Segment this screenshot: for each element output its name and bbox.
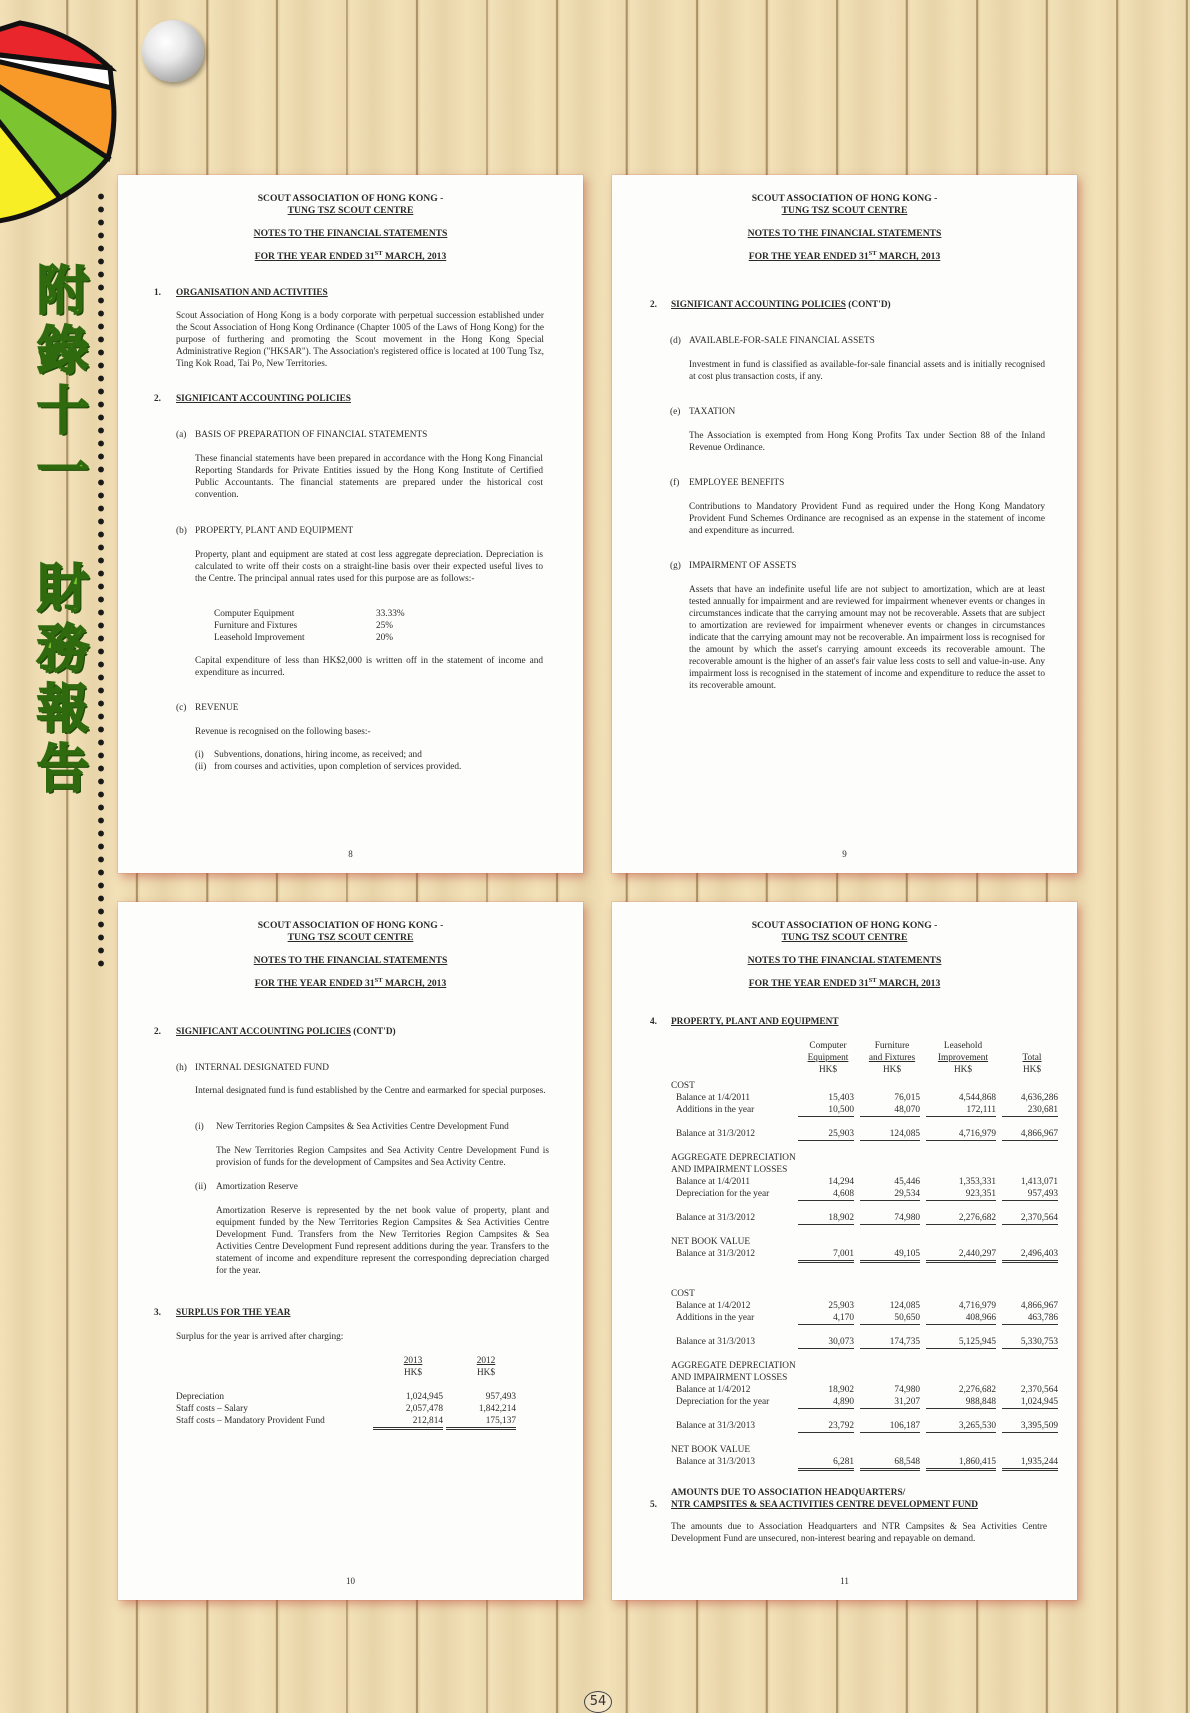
- section-title-line2: NTR CAMPSITES & SEA ACTIVITIES CENTRE DEVELOPMENT FUND: [671, 1500, 978, 1510]
- table-cell: 4,866,967: [1020, 1301, 1058, 1311]
- title-char: 財: [36, 560, 89, 620]
- page-number: 9: [842, 849, 847, 859]
- sub-title: EMPLOYEE BENEFITS: [689, 478, 785, 488]
- table-cell: 1,842,214: [478, 1404, 516, 1414]
- table-cell: 4,716,979: [958, 1301, 996, 1311]
- list-title: New Territories Region Campsites & Sea Activities Centre Development Fund: [216, 1122, 509, 1132]
- title-char: 十: [36, 382, 89, 442]
- page-number-badge: 54: [584, 1691, 612, 1713]
- list-text: The New Territories Region Campsites and Sea Activity Centre Development Fund is provision of funds for the development of Campsites and Sea Activity Centre.: [216, 1146, 549, 1168]
- section-heading: SIGNIFICANT ACCOUNTING POLICIES (CONT'D): [176, 1027, 396, 1037]
- sub-text: Internal designated fund is fund established by the Centre and earmarked for special purposes.: [195, 1086, 546, 1096]
- table-cell: 124,085: [889, 1301, 920, 1311]
- sub-text: Capital expenditure of less than HK$2,000 is written off in the statement of income and expenditure as incurred.: [195, 656, 543, 678]
- col-currency: HK$: [1022, 1065, 1042, 1075]
- centre-name: TUNG TSZ SCOUT CENTRE: [781, 205, 908, 216]
- title-char: 報: [36, 680, 89, 740]
- table-cell: 923,351: [926, 1188, 996, 1201]
- section-text: The amounts due to Association Headquarters and NTR Campsites & Sea Activities Centre Development Fund are unsecured, non-interest bearing and repayable on demand.: [671, 1522, 1047, 1544]
- dotted-border: [97, 190, 105, 970]
- table-cell: 1,413,071: [1020, 1177, 1058, 1187]
- table-cell: 174,735: [860, 1336, 920, 1349]
- table-cell: 1,353,331: [958, 1177, 996, 1187]
- table-cell: 4,170: [798, 1312, 854, 1325]
- table-cell: 15,403: [828, 1093, 854, 1103]
- sub-title: IMPAIRMENT OF ASSETS: [689, 561, 797, 571]
- section-title: SURPLUS FOR THE YEAR: [176, 1308, 291, 1318]
- table-cell: 18,902: [798, 1212, 854, 1225]
- rate-value: 20%: [376, 633, 394, 643]
- table-cell: 2,440,297: [926, 1248, 996, 1263]
- pushpin-icon: [142, 20, 204, 82]
- year-ended: FOR THE YEAR ENDED 31ST MARCH, 2013: [748, 249, 941, 262]
- rate-item: Computer Equipment: [214, 609, 295, 619]
- table-cell: 4,866,967: [1002, 1128, 1058, 1141]
- sub-text: Assets that have an indefinite useful life are not subject to amortization, which are at least tested annually for impairment and are reviewed for impairment whenever events or changes in circumstances indicate that the carrying amount may not be recoverable. Assets that are subject to amortization are reviewed for impairment whenever events or changes in circumstances indicate that the carrying amount may not be recoverable. An impairment loss is recognised for the amount by which the asset's carrying amount exceeds its recoverable amount. The recoverable amount is the higher of an asset's fair value less costs to sell and value-in-use. Any impairment loss is recognised in the statement of income and expenditure to reduce the asset to its recoverable amount.: [689, 585, 1045, 691]
- table-cell: 14,294: [828, 1177, 854, 1187]
- col-header: Computer: [809, 1041, 847, 1051]
- table-cell: 1,024,945: [405, 1392, 443, 1402]
- list-label: (i): [195, 750, 204, 760]
- statement-page-10: [118, 902, 583, 1600]
- list-text: Amortization Reserve is represented by the net book value of property, plant and equipment funded by the New Territories Region Campsites & Sea Activities Centre Development Fund. Transfers from the New Territories Region Campsites & Sea Activities Centre Development Fund represent additions during the year. Transfers to the statement of income and expenditure represent the corresponding depreciation charged for the year.: [216, 1206, 549, 1276]
- table-row-label: Depreciation for the year: [676, 1189, 770, 1199]
- sub-title: AVAILABLE-FOR-SALE FINANCIAL ASSETS: [689, 336, 875, 346]
- table-row-label: Balance at 1/4/2012: [676, 1301, 751, 1311]
- table-cell: 31,207: [860, 1396, 920, 1409]
- title-char: 附: [36, 262, 89, 322]
- table-group-label: AGGREGATE DEPRECIATION: [671, 1361, 796, 1371]
- table-row-label: Balance at 31/3/2012: [676, 1213, 756, 1223]
- table-row-label: Balance at 31/3/2012: [676, 1129, 756, 1139]
- rate-value: 33.33%: [376, 609, 405, 619]
- table-cell: 2,370,564: [1002, 1212, 1058, 1225]
- table-cell: 48,070: [860, 1104, 920, 1117]
- col-header-2012: 2012: [476, 1356, 496, 1366]
- page-number: 11: [840, 1576, 849, 1586]
- sub-title: INTERNAL DESIGNATED FUND: [195, 1063, 329, 1073]
- table-row-label: Balance at 31/3/2013: [676, 1421, 756, 1431]
- table-cell: 25,903: [798, 1128, 854, 1141]
- section-number: 5.: [650, 1500, 657, 1510]
- table-cell: 30,073: [798, 1336, 854, 1349]
- table-row-label: Staff costs – Salary: [176, 1404, 248, 1414]
- notes-title: NOTES TO THE FINANCIAL STATEMENTS: [253, 955, 448, 966]
- table-cell: 7,001: [798, 1248, 854, 1263]
- table-cell: 1,860,415: [926, 1456, 996, 1471]
- section-number: 1.: [154, 288, 161, 298]
- notes-title: NOTES TO THE FINANCIAL STATEMENTS: [747, 228, 942, 239]
- col-header: Equipment: [807, 1053, 849, 1063]
- title-char: 告: [36, 740, 89, 800]
- title-char: 一: [36, 442, 89, 502]
- table-cell: 6,281: [798, 1456, 854, 1471]
- col-header: Leasehold: [943, 1041, 983, 1051]
- statement-page-8: [118, 175, 583, 873]
- sub-text: Contributions to Mandatory Provident Fund as required under the Hong Kong Mandatory Provident Fund Schemes Ordinance are recognised as an expense in the statement of income and expenditure as incurred.: [689, 502, 1045, 536]
- table-cell: 408,966: [926, 1312, 996, 1325]
- sub-label: (e): [670, 407, 681, 417]
- table-row-label: Additions in the year: [676, 1105, 755, 1115]
- sub-label: (h): [176, 1063, 187, 1073]
- table-cell: 172,111: [926, 1104, 996, 1117]
- table-cell: 25,903: [828, 1301, 854, 1311]
- sub-title: BASIS OF PREPARATION OF FINANCIAL STATEMENTS: [195, 430, 428, 440]
- table-cell: 3,265,530: [926, 1420, 996, 1433]
- org-name: SCOUT ASSOCIATION OF HONG KONG -: [751, 193, 938, 204]
- col-currency: HK$: [403, 1368, 423, 1378]
- notes-title: NOTES TO THE FINANCIAL STATEMENTS: [253, 228, 448, 239]
- centre-name: TUNG TSZ SCOUT CENTRE: [287, 205, 414, 216]
- sub-title: TAXATION: [689, 407, 736, 417]
- sub-title: PROPERTY, PLANT AND EQUIPMENT: [195, 526, 354, 536]
- table-cell: 2,057,478: [405, 1404, 443, 1414]
- table-row-label: Balance at 31/3/2013: [676, 1337, 756, 1347]
- centre-name: TUNG TSZ SCOUT CENTRE: [287, 932, 414, 943]
- table-group-label: AND IMPAIRMENT LOSSES: [671, 1373, 788, 1383]
- sub-title: REVENUE: [195, 703, 239, 713]
- col-currency: HK$: [818, 1065, 838, 1075]
- col-currency: HK$: [476, 1368, 496, 1378]
- table-cell: 2,496,403: [1002, 1248, 1058, 1263]
- table-row-label: Balance at 31/3/2013: [676, 1457, 756, 1467]
- table-cell: 1,935,244: [1002, 1456, 1058, 1471]
- table-cell: 4,544,868: [958, 1093, 996, 1103]
- section-text: Surplus for the year is arrived after charging:: [176, 1332, 344, 1342]
- sub-label: (c): [176, 703, 187, 713]
- table-cell: 988,848: [926, 1396, 996, 1409]
- org-name: SCOUT ASSOCIATION OF HONG KONG -: [257, 193, 444, 204]
- table-cell: 29,534: [860, 1188, 920, 1201]
- table-row-label: Balance at 1/4/2011: [676, 1177, 751, 1187]
- page-number: 8: [348, 849, 353, 859]
- table-row-label: Balance at 31/3/2012: [676, 1249, 756, 1259]
- table-group-label: NET BOOK VALUE: [671, 1237, 751, 1247]
- section-title-line1: AMOUNTS DUE TO ASSOCIATION HEADQUARTERS/: [671, 1488, 906, 1498]
- col-header: and Fixtures: [868, 1053, 916, 1063]
- table-cell: 230,681: [1002, 1104, 1058, 1117]
- table-group-label: AND IMPAIRMENT LOSSES: [671, 1165, 788, 1175]
- table-cell: 957,493: [485, 1392, 516, 1402]
- list-label: (ii): [195, 1182, 207, 1192]
- table-group-label: NET BOOK VALUE: [671, 1445, 751, 1455]
- sub-text: Property, plant and equipment are stated at cost less aggregate depreciation. Depreciation is calculated to write off their costs on a straight-line basis over their expected useful lives to the Centre. The principal annual rates used for this purpose are as follows:-: [195, 550, 543, 584]
- sub-label: (d): [670, 336, 681, 346]
- rate-value: 25%: [376, 621, 394, 631]
- section-title: PROPERTY, PLANT AND EQUIPMENT: [671, 1017, 839, 1027]
- col-currency: HK$: [882, 1065, 902, 1075]
- table-cell: 4,608: [798, 1188, 854, 1201]
- col-header: Total: [1022, 1053, 1042, 1063]
- notes-title: NOTES TO THE FINANCIAL STATEMENTS: [747, 955, 942, 966]
- list-title: Amortization Reserve: [216, 1182, 298, 1192]
- table-cell: 957,493: [1002, 1188, 1058, 1201]
- table-group-label: COST: [671, 1081, 695, 1091]
- table-cell: 2,276,682: [926, 1212, 996, 1225]
- vertical-title: [33, 262, 93, 800]
- section-title: SIGNIFICANT ACCOUNTING POLICIES: [176, 394, 351, 404]
- table-cell: 49,105: [860, 1248, 920, 1263]
- table-cell: 2,276,682: [958, 1385, 996, 1395]
- year-ended: FOR THE YEAR ENDED 31ST MARCH, 2013: [748, 976, 941, 989]
- table-cell: 74,980: [894, 1385, 920, 1395]
- table-group-label: COST: [671, 1289, 695, 1299]
- table-cell: 45,446: [894, 1177, 920, 1187]
- table-cell: 212,814: [373, 1415, 443, 1430]
- col-header: Improvement: [937, 1053, 989, 1063]
- table-row-label: Balance at 1/4/2012: [676, 1385, 751, 1395]
- table-group-label: AGGREGATE DEPRECIATION: [671, 1153, 796, 1163]
- year-ended: FOR THE YEAR ENDED 31ST MARCH, 2013: [254, 976, 447, 989]
- section-title: ORGANISATION AND ACTIVITIES: [176, 288, 328, 298]
- table-cell: 23,792: [798, 1420, 854, 1433]
- table-cell: 2,370,564: [1020, 1385, 1058, 1395]
- table-cell: 68,548: [860, 1456, 920, 1471]
- table-cell: 463,786: [1002, 1312, 1058, 1325]
- list-label: (ii): [195, 762, 207, 772]
- table-cell: 76,015: [894, 1093, 920, 1103]
- table-cell: 10,500: [798, 1104, 854, 1117]
- sub-text: Revenue is recognised on the following bases:-: [195, 727, 371, 737]
- table-row-label: Staff costs – Mandatory Provident Fund: [176, 1416, 325, 1426]
- sub-label: (g): [670, 561, 681, 571]
- table-cell: 50,650: [860, 1312, 920, 1325]
- section-number: 2.: [154, 1027, 161, 1037]
- section-number: 2.: [650, 300, 657, 310]
- sub-label: (f): [670, 478, 680, 488]
- table-cell: 4,890: [798, 1396, 854, 1409]
- table-row-label: Depreciation for the year: [676, 1397, 770, 1407]
- section-heading: SIGNIFICANT ACCOUNTING POLICIES (CONT'D): [671, 300, 891, 310]
- page-number: 10: [346, 1576, 355, 1586]
- section-text: Scout Association of Hong Kong is a body corporate with perpetual succession established under the Scout Association of Hong Kong Ordinance (Chapter 1005 of the Laws of Hong Kong) for the purpose of furthering and promoting the Scout movement in the Hong Kong Special Administrative Region ("HKSAR"). The Association's registered office is located at 100 Tung Tsz, Ting Kok Road, Tai Po, New Territories.: [176, 311, 544, 369]
- section-number: 2.: [154, 394, 161, 404]
- statement-page-9: [612, 175, 1077, 873]
- sub-label: (a): [176, 430, 187, 440]
- table-cell: 74,980: [860, 1212, 920, 1225]
- centre-name: TUNG TSZ SCOUT CENTRE: [781, 932, 908, 943]
- table-cell: 5,330,753: [1002, 1336, 1058, 1349]
- table-cell: 175,137: [446, 1415, 516, 1430]
- table-cell: 1,024,945: [1002, 1396, 1058, 1409]
- table-cell: 3,395,509: [1002, 1420, 1058, 1433]
- statement-page-11: [612, 902, 1077, 1600]
- col-header: Furniture: [874, 1041, 910, 1051]
- col-currency: HK$: [953, 1065, 973, 1075]
- rate-item: Furniture and Fixtures: [214, 621, 298, 631]
- sub-text: Investment in fund is classified as available-for-sale financial assets and is initially recognised at cost plus transaction costs, if any.: [689, 360, 1045, 382]
- rate-item: Leasehold Improvement: [214, 633, 305, 643]
- org-name: SCOUT ASSOCIATION OF HONG KONG -: [751, 920, 938, 931]
- table-cell: 18,902: [828, 1385, 854, 1395]
- list-item: from courses and activities, upon completion of services provided.: [214, 762, 462, 772]
- table-cell: 5,125,945: [926, 1336, 996, 1349]
- table-row-label: Balance at 1/4/2011: [676, 1093, 751, 1103]
- list-label: (i): [195, 1122, 204, 1132]
- title-char: 務: [36, 620, 89, 680]
- table-row-label: Additions in the year: [676, 1313, 755, 1323]
- table-row-label: Depreciation: [176, 1392, 225, 1402]
- section-number: 4.: [650, 1017, 657, 1027]
- section-number: 3.: [154, 1308, 161, 1318]
- table-cell: 106,187: [860, 1420, 920, 1433]
- org-name: SCOUT ASSOCIATION OF HONG KONG -: [257, 920, 444, 931]
- year-ended: FOR THE YEAR ENDED 31ST MARCH, 2013: [254, 249, 447, 262]
- table-cell: 4,716,979: [926, 1128, 996, 1141]
- title-char: 錄: [36, 322, 89, 382]
- table-cell: 4,636,286: [1020, 1093, 1058, 1103]
- col-header-2013: 2013: [403, 1356, 423, 1366]
- sub-label: (b): [176, 526, 187, 536]
- list-item: Subventions, donations, hiring income, as received; and: [214, 750, 422, 760]
- table-cell: 124,085: [860, 1128, 920, 1141]
- sub-text: The Association is exempted from Hong Kong Profits Tax under Section 88 of the Inland Revenue Ordinance.: [689, 431, 1045, 453]
- sub-text: These financial statements have been prepared in accordance with the Hong Kong Financial Reporting Standards for Private Entities issued by the Hong Kong Institute of Certified Public Accountants. The financial statements are prepared under the historical cost convention.: [195, 454, 543, 500]
